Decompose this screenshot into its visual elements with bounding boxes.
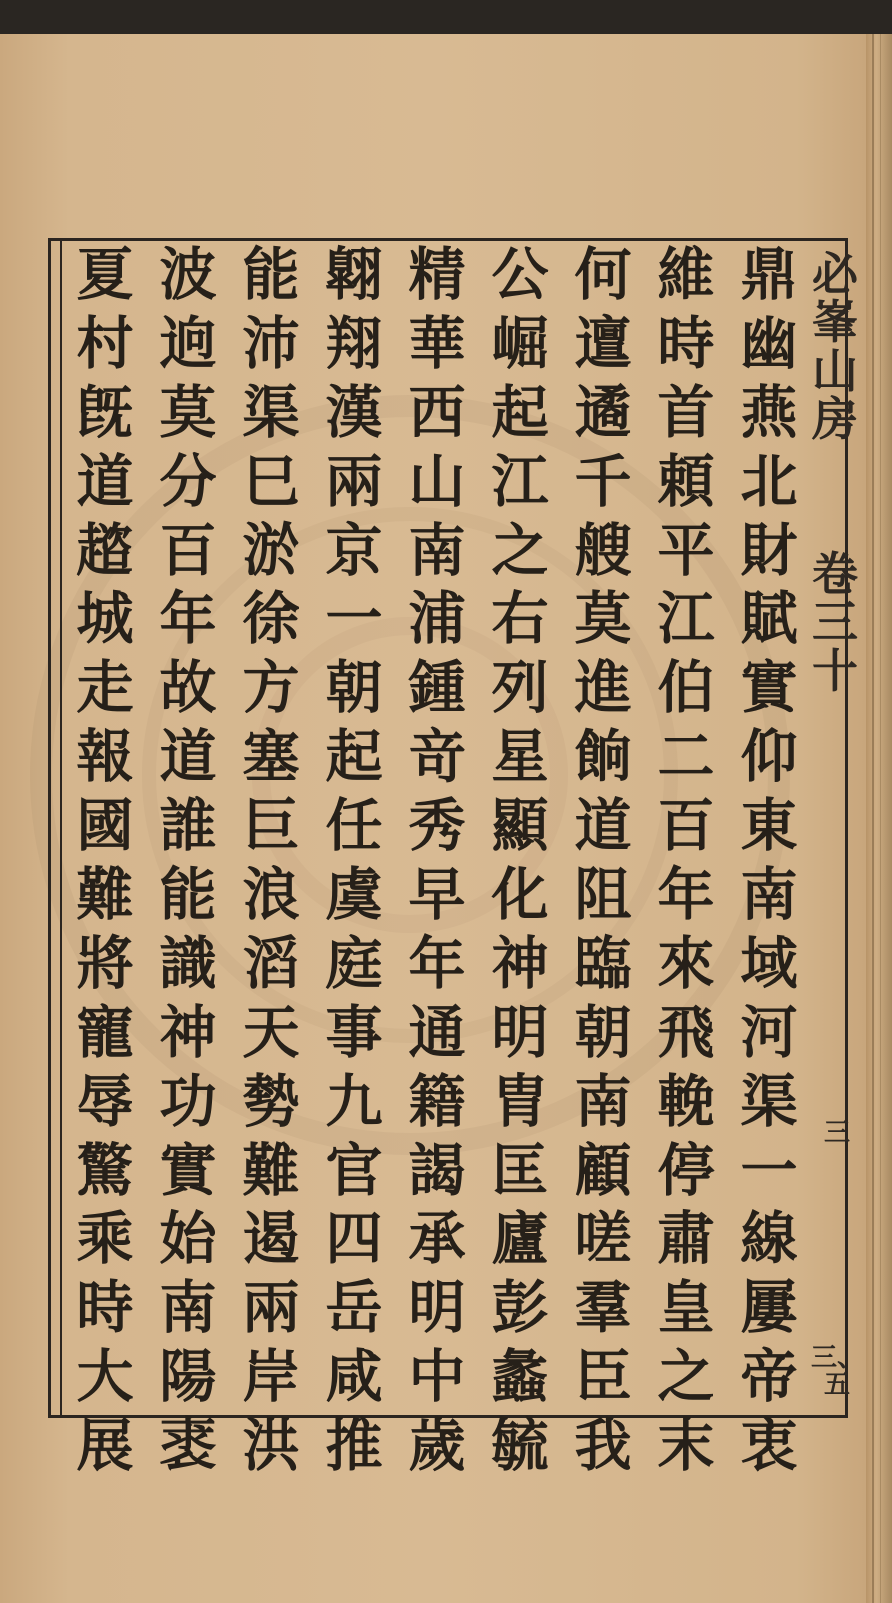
character: 能 <box>242 241 300 308</box>
character: 燕 <box>740 378 798 446</box>
character: 財 <box>740 516 798 584</box>
character: 南 <box>408 516 466 584</box>
character: 來 <box>657 929 715 997</box>
character: 顧 <box>574 1136 632 1204</box>
character: 嗟 <box>574 1205 632 1273</box>
character: 天 <box>242 998 300 1066</box>
character: 籍 <box>408 1067 466 1135</box>
text-column-1 <box>731 241 807 1480</box>
page-margin-column <box>808 247 866 1410</box>
character: 年 <box>159 585 217 653</box>
character: 大 <box>76 1343 134 1411</box>
character: 時 <box>657 309 715 377</box>
character: 分 <box>159 447 217 515</box>
character: 巳 <box>242 447 300 515</box>
character: 羣 <box>574 1274 632 1342</box>
character: 浪 <box>242 861 300 929</box>
character: 年 <box>408 929 466 997</box>
character: 西 <box>408 378 466 446</box>
text-column-8 <box>150 241 226 1480</box>
character: 臨 <box>574 929 632 997</box>
text-column-7 <box>233 241 309 1480</box>
character: 謁 <box>408 1136 466 1204</box>
character: 阻 <box>574 861 632 929</box>
character: 末 <box>657 1412 715 1480</box>
character: 帝 <box>740 1343 798 1411</box>
character: 一 <box>740 1136 798 1204</box>
text-column-9 <box>67 241 143 1480</box>
character: 鼎 <box>740 241 798 308</box>
text-column-2 <box>648 241 724 1480</box>
character: 維 <box>657 241 715 308</box>
character: 江 <box>657 585 715 653</box>
character: 精 <box>408 241 466 308</box>
character: 勢 <box>242 1067 300 1135</box>
character: 巨 <box>242 792 300 860</box>
character: 輓 <box>657 1067 715 1135</box>
character: 一 <box>325 585 383 653</box>
page-number: 三、五 <box>810 1343 863 1401</box>
character: 起 <box>325 723 383 791</box>
character: 洪 <box>242 1412 300 1480</box>
character: 時 <box>76 1274 134 1342</box>
character: 停 <box>657 1136 715 1204</box>
character: 通 <box>408 998 466 1066</box>
page-edge-stack <box>866 34 892 1603</box>
character: 千 <box>574 447 632 515</box>
character: 肅 <box>657 1205 715 1273</box>
character: 任 <box>325 792 383 860</box>
character: 頼 <box>657 447 715 515</box>
character: 村 <box>76 309 134 377</box>
character: 乘 <box>76 1205 134 1273</box>
character: 何 <box>574 241 632 308</box>
character: 彭 <box>491 1274 549 1342</box>
character: 能 <box>159 861 217 929</box>
character: 滔 <box>242 929 300 997</box>
character: 朝 <box>574 998 632 1066</box>
character: 中 <box>408 1343 466 1411</box>
character: 兩 <box>325 447 383 515</box>
character: 波 <box>159 241 217 308</box>
character: 二 <box>657 723 715 791</box>
character: 城 <box>76 585 134 653</box>
character: 幽 <box>740 309 798 377</box>
character: 𧚍 <box>159 1412 217 1480</box>
character: 走 <box>76 654 134 722</box>
character: 展 <box>76 1412 134 1480</box>
character: 塞 <box>242 723 300 791</box>
text-column-5 <box>399 241 475 1480</box>
character: 百 <box>159 516 217 584</box>
character: 胄 <box>491 1067 549 1135</box>
character: 兩 <box>242 1274 300 1342</box>
character: 首 <box>657 378 715 446</box>
character: 之 <box>491 516 549 584</box>
character: 岸 <box>242 1343 300 1411</box>
character: 南 <box>574 1067 632 1135</box>
character: 山 <box>408 447 466 515</box>
character: 廬 <box>491 1205 549 1273</box>
character: 餉 <box>574 723 632 791</box>
character: 道 <box>76 447 134 515</box>
character: 渠 <box>740 1067 798 1135</box>
character: 識 <box>159 929 217 997</box>
character: 咸 <box>325 1343 383 1411</box>
character: 官 <box>325 1136 383 1204</box>
character: 九 <box>325 1067 383 1135</box>
character: 線 <box>740 1205 798 1273</box>
character: 北 <box>740 447 798 515</box>
character: 翺 <box>325 241 383 308</box>
character: 遹 <box>574 378 632 446</box>
character: 京 <box>325 516 383 584</box>
character: 起 <box>491 378 549 446</box>
character: 蠡 <box>491 1343 549 1411</box>
character: 東 <box>740 792 798 860</box>
book-title: 必峯山房 <box>812 247 858 446</box>
character: 朝 <box>325 654 383 722</box>
character: 神 <box>491 929 549 997</box>
character: 伯 <box>657 654 715 722</box>
character: 徐 <box>242 585 300 653</box>
character: 浦 <box>408 585 466 653</box>
character: 推 <box>325 1412 383 1480</box>
character: 星 <box>491 723 549 791</box>
character: 承 <box>408 1205 466 1273</box>
character: 方 <box>242 654 300 722</box>
character: 臣 <box>574 1343 632 1411</box>
character: 右 <box>491 585 549 653</box>
character: 艘 <box>574 516 632 584</box>
character: 實 <box>740 654 798 722</box>
character: 道 <box>159 723 217 791</box>
character: 道 <box>574 792 632 860</box>
character: 寵 <box>76 998 134 1066</box>
character: 南 <box>740 861 798 929</box>
character: 夏 <box>76 241 134 308</box>
volume-number: 卷三十 <box>812 547 858 698</box>
character: 飛 <box>657 998 715 1066</box>
character: 皇 <box>657 1274 715 1342</box>
character: 岳 <box>325 1274 383 1342</box>
character: 公 <box>491 241 549 308</box>
character: 辱 <box>76 1067 134 1135</box>
character: 河 <box>740 998 798 1066</box>
character: 之 <box>657 1343 715 1411</box>
character: 驚 <box>76 1136 134 1204</box>
text-column-6 <box>316 241 392 1480</box>
character: 國 <box>76 792 134 860</box>
character: 鍾 <box>408 654 466 722</box>
character: 淤 <box>242 516 300 584</box>
character: 崛 <box>491 309 549 377</box>
character: 渠 <box>242 378 300 446</box>
character: 屢 <box>740 1274 798 1342</box>
character: 旣 <box>76 378 134 446</box>
character: 沛 <box>242 309 300 377</box>
character: 始 <box>159 1205 217 1273</box>
character: 虞 <box>325 861 383 929</box>
text-column-4 <box>482 241 558 1480</box>
text-column-3 <box>565 241 641 1480</box>
character: 功 <box>159 1067 217 1135</box>
character: 莫 <box>159 378 217 446</box>
leaf-number: 三 <box>823 1118 850 1148</box>
character: 明 <box>491 998 549 1066</box>
character: 莫 <box>574 585 632 653</box>
character: 進 <box>574 654 632 722</box>
character: 歲 <box>408 1412 466 1480</box>
character: 域 <box>740 929 798 997</box>
character: 平 <box>657 516 715 584</box>
character: 庭 <box>325 929 383 997</box>
character: 遏 <box>242 1205 300 1273</box>
character: 漢 <box>325 378 383 446</box>
character: 南 <box>159 1274 217 1342</box>
character: 仰 <box>740 723 798 791</box>
character: 誰 <box>159 792 217 860</box>
character: 列 <box>491 654 549 722</box>
character: 明 <box>408 1274 466 1342</box>
character: 實 <box>159 1136 217 1204</box>
character: 神 <box>159 998 217 1066</box>
character: 邅 <box>574 309 632 377</box>
character: 秀 <box>408 792 466 860</box>
character: 事 <box>325 998 383 1066</box>
character: 我 <box>574 1412 632 1480</box>
character: 賦 <box>740 585 798 653</box>
character: 難 <box>76 861 134 929</box>
character: 翔 <box>325 309 383 377</box>
character: 毓 <box>491 1412 549 1480</box>
character: 百 <box>657 792 715 860</box>
character: 年 <box>657 861 715 929</box>
character: 早 <box>408 861 466 929</box>
character: 江 <box>491 447 549 515</box>
character: 逈 <box>159 309 217 377</box>
character: 華 <box>408 309 466 377</box>
character: 顯 <box>491 792 549 860</box>
character: 竒 <box>408 723 466 791</box>
character: 陽 <box>159 1343 217 1411</box>
character: 難 <box>242 1136 300 1204</box>
character: 四 <box>325 1205 383 1273</box>
character: 衷 <box>740 1412 798 1480</box>
character: 化 <box>491 861 549 929</box>
character: 匡 <box>491 1136 549 1204</box>
corner-mark <box>58 1425 78 1441</box>
character: 將 <box>76 929 134 997</box>
character: 報 <box>76 723 134 791</box>
character: 故 <box>159 654 217 722</box>
character: 趦 <box>76 516 134 584</box>
